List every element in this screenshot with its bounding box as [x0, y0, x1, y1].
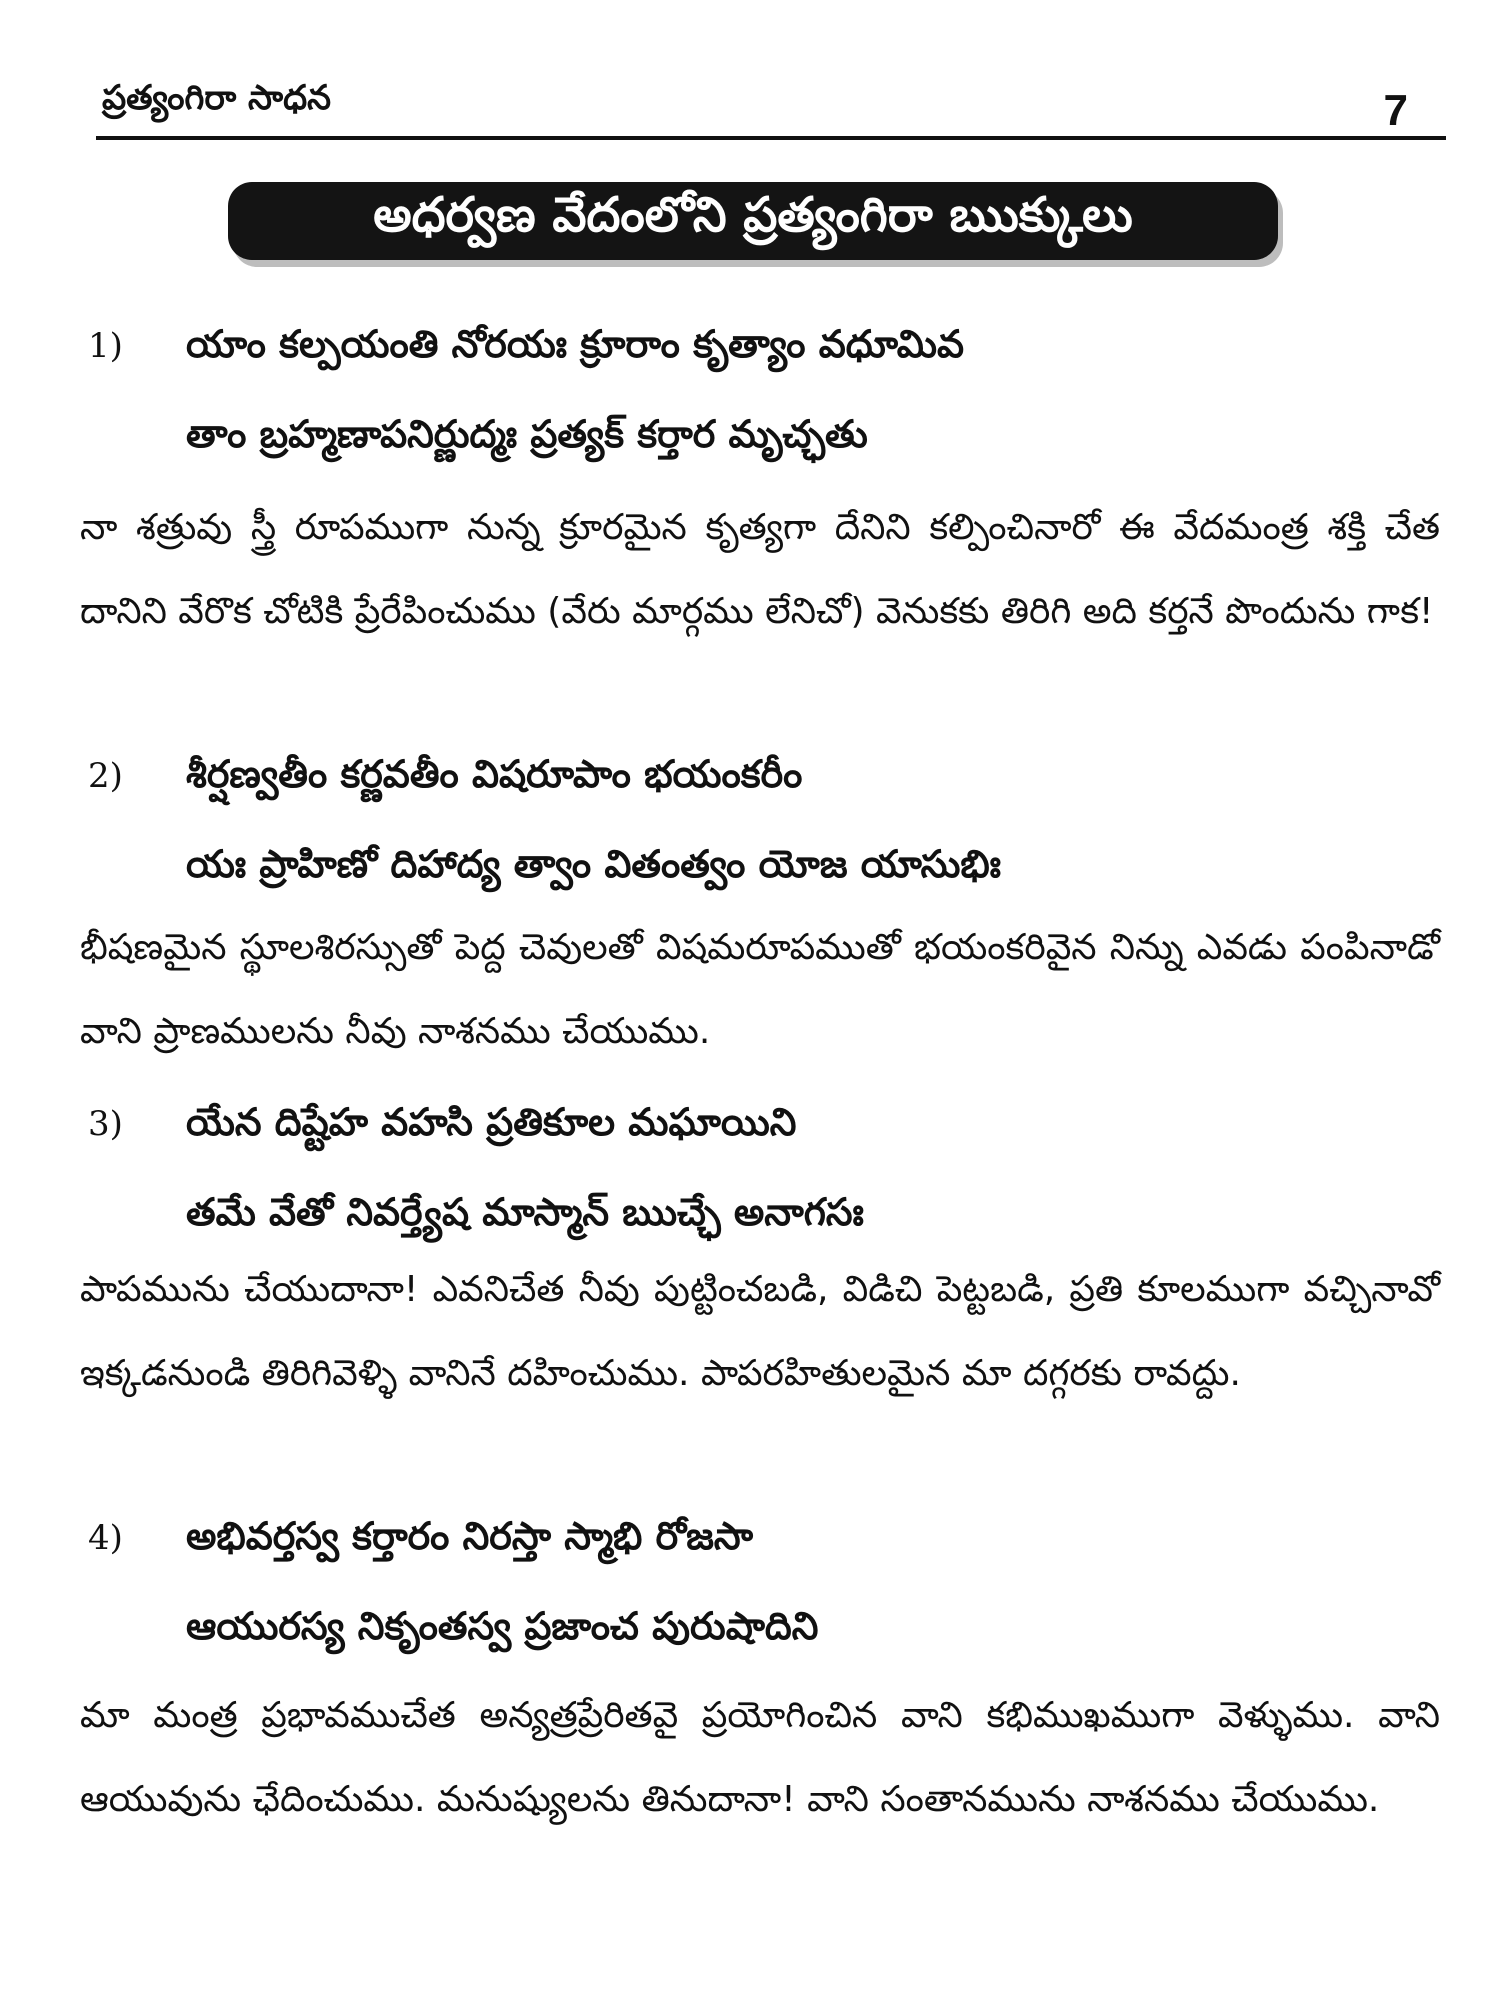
- verse-line: [80, 1094, 1440, 1184]
- page-number: 7: [1383, 86, 1408, 135]
- verse-number: 2): [88, 756, 123, 796]
- verse-line: [80, 406, 1440, 496]
- verse-line: [80, 1508, 1440, 1598]
- verse-number: 4): [88, 1518, 123, 1558]
- verse-line-text: శీర్షణ్వతీం కర్ణవతీం విషరూపాం భయంకరీం: [186, 752, 803, 796]
- verse-line-text: తాం బ్రహ్మణాపనిర్ణుద్మః ప్రత్యక్ కర్తార మృచ్ఛతు: [186, 412, 868, 456]
- verse-4: [80, 1508, 1440, 1688]
- verse-2-meaning: భీషణమైన స్థూలశిరస్సుతో పెద్ద చెవులతో విషమరూపముతో భయంకరివైన నిన్ను ఎవడు పంపినాడో వాని ప్రాణములను నీవు నాశనము చేయుము.: [80, 927, 1440, 1052]
- page-header: [96, 64, 1446, 140]
- verse-line-text: తమే వేతో నివర్త్యేష మాస్మాన్ ఋచ్ఛే అనాగసః: [186, 1190, 864, 1234]
- verse-1: [80, 316, 1440, 496]
- verse-line: [80, 746, 1440, 836]
- verse-line-text: యాం కల్పయంతి నోరయః క్రూరాం కృత్యాం వధూమివ: [186, 322, 965, 366]
- verse-line-text: అభివర్తస్వ కర్తారం నిరస్తా స్మాభి రోజసా: [186, 1514, 754, 1558]
- section-title: అధర్వణ వేదంలోని ప్రత్యంగిరా ఋక్కులు: [373, 187, 1133, 243]
- verse-number: 3): [88, 1104, 123, 1144]
- verse-number: 1): [88, 326, 123, 366]
- verse-2: [80, 746, 1440, 926]
- verse-line-text: యః ప్రాహిణో దిహాద్య త్వాం వితంత్వం యోజ యాసుభిః: [186, 842, 1001, 886]
- verse-3-meaning: పాపమును చేయుదానా! ఎవనిచేత నీవు పుట్టించబడి, విడిచి పెట్టబడి, ప్రతి కూలముగా వచ్చినావో ఇక్కడనుండి తిరిగివెళ్ళి వానినే దహించుము. పాపరహితులమైన మా దగ్గరకు రావద్దు.: [80, 1269, 1440, 1394]
- verse-4-meaning: మా మంత్ర ప్రభావముచేత అన్యత్రప్రేరితవై ప్రయోగించిన వాని కభిముఖముగా వెళ్ళుము. వాని ఆయువును ఛేదించుము. మనుష్యులను తినుదానా! వాని సంతానమును నాశనము చేయుము.: [80, 1695, 1440, 1820]
- verse-3: [80, 1094, 1440, 1274]
- verse-line-text: యేన దిష్టేహ వహసి ప్రతికూల మఘాయిని: [186, 1100, 797, 1144]
- verse-1-meaning: నా శత్రువు స్త్రీ రూపముగా నున్న క్రూరమైన కృత్యగా దేనిని కల్పించినారో ఈ వేదమంత్ర శక్తి చేత దానిని వేరొక చోటికి ప్రేరేపించుము (వేరు మార్గము లేనిచో) వెనుకకు తిరిగి అది కర్తనే పొందును గాక!: [80, 507, 1440, 632]
- verse-line-text: ఆయురస్య నికృంతస్వ ప్రజాంచ పురుషాదిని: [186, 1604, 819, 1648]
- section-banner: [228, 182, 1278, 260]
- running-title: ప్రత్యంగిరా సాధన: [102, 78, 331, 118]
- verse-line: [80, 316, 1440, 406]
